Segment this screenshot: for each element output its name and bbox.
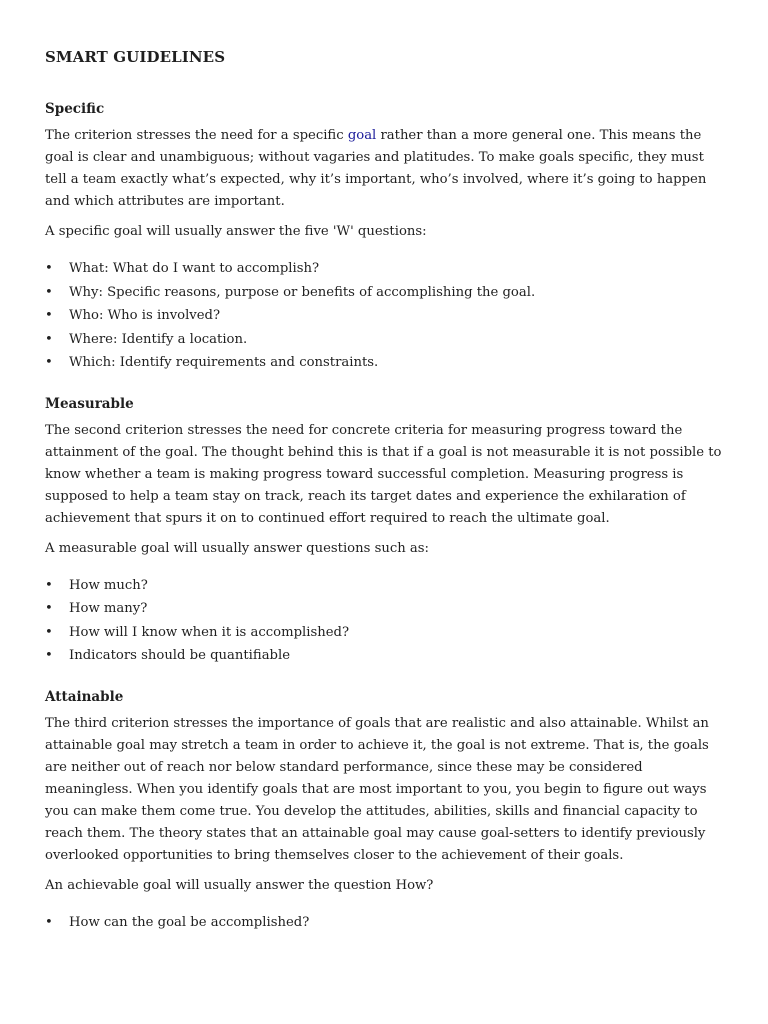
list-item-text: How many? <box>69 601 148 616</box>
bullet-list <box>45 574 722 668</box>
bullet-icon: • <box>45 648 53 663</box>
list-item <box>45 621 722 645</box>
list-item-text: How will I know when it is accomplished? <box>69 624 350 640</box>
bullet-icon: • <box>45 624 53 640</box>
section-measurable <box>45 396 722 668</box>
list-item-text: Who: Who is involved? <box>69 308 221 323</box>
bullet-icon: • <box>45 331 53 347</box>
list-item <box>45 644 722 668</box>
bullet-icon: • <box>45 284 53 300</box>
list-item-text: Indicators should be quantifiable <box>69 648 291 663</box>
bullet-icon: • <box>45 308 53 323</box>
paragraph-text: rather than a more general one. This means the goal is clear and unambiguous; without vagaries and platitudes. To make goals specific, they must tell a team exactly what’s expected, why it’s important, who’s involved, where it’s going to happen and which attributes are important. <box>45 128 707 209</box>
list-item <box>45 911 722 935</box>
bullet-icon: • <box>45 577 53 593</box>
list-item <box>45 574 722 598</box>
list-item-text: What: What do I want to accomplish? <box>69 261 320 276</box>
bullet-icon: • <box>45 601 53 616</box>
section-lead: A measurable goal will usually answer questions such as: <box>45 540 429 556</box>
section-lead: A specific goal will usually answer the five 'W' questions: <box>45 224 427 239</box>
list-item <box>45 328 722 352</box>
bullet-list <box>45 257 722 375</box>
list-item <box>45 304 722 328</box>
document-title: SMART GUIDELINES <box>45 48 226 66</box>
list-item <box>45 257 722 281</box>
section-lead: An achievable goal will usually answer the question How? <box>45 877 434 893</box>
section-paragraph: The second criterion stresses the need for concrete criteria for measuring progress toward the attainment of the goal. The thought behind this is that if a goal is not measurable it is not possible to know whether a team is making progress toward successful completion. Measuring progress is supposed to help a team stay on track, reach its target dates and experience the exhilaration of achievement that spurs it on to continued effort required to reach the ultimate goal. <box>45 422 722 526</box>
list-item-text: Which: Identify requirements and constraints. <box>69 355 379 370</box>
section-heading: Specific <box>45 101 105 117</box>
section-heading: Attainable <box>45 688 124 705</box>
list-item <box>45 281 722 305</box>
section-heading: Measurable <box>45 395 134 412</box>
list-item <box>45 351 722 375</box>
paragraph-text: The criterion stresses the need for a specific <box>45 128 348 143</box>
section-paragraph <box>45 125 722 213</box>
section-paragraph: The third criterion stresses the importance of goals that are realistic and also attainable. Whilst an attainable goal may stretch a team in order to achieve it, the goal is not extreme. That is, the goals are neither out of reach nor below standard performance, since these may be considered meaningless. When you identify goals that are most important to you, you begin to figure out ways you can make them come true. You develop the attitudes, abilities, skills and financial capacity to reach them. The theory states that an attainable goal may cause goal-setters to identify previously overlooked opportunities to bring themselves closer to the achievement of their goals. <box>45 715 709 863</box>
list-item-text: Where: Identify a location. <box>69 331 248 347</box>
section-specific <box>45 101 722 375</box>
goal-link[interactable]: goal <box>347 128 377 143</box>
bullet-icon: • <box>45 355 53 370</box>
list-item <box>45 597 722 621</box>
list-item-text: How can the goal be accomplished? <box>69 914 310 930</box>
bullet-icon: • <box>45 261 53 276</box>
list-item-text: Why: Specific reasons, purpose or benefits of accomplishing the goal. <box>69 284 536 300</box>
bullet-icon: • <box>45 914 53 930</box>
section-attainable <box>45 689 722 935</box>
list-item-text: How much? <box>69 577 148 593</box>
bullet-list <box>45 911 722 935</box>
